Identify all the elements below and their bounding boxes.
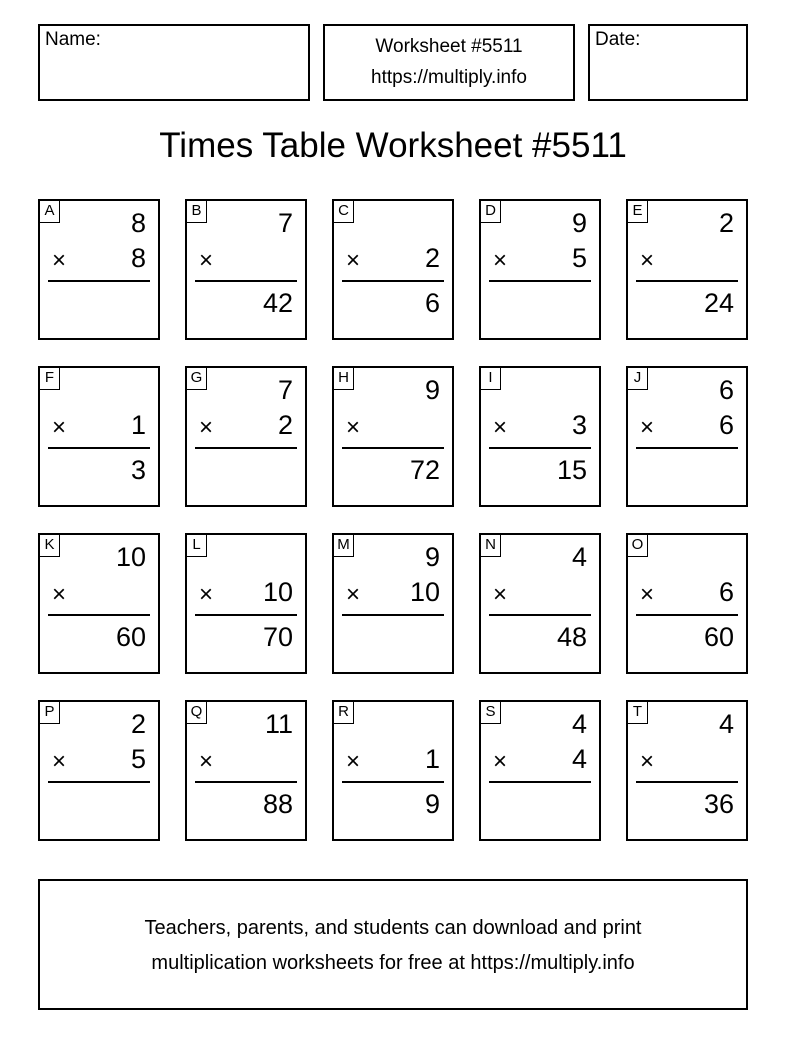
problem-letter: O <box>628 535 648 557</box>
product: 36 <box>703 789 734 819</box>
multiplicand: 7 <box>277 208 293 238</box>
multiplier: 6 <box>718 410 734 440</box>
problem-letter: L <box>187 535 207 557</box>
problem-card[interactable] <box>332 533 454 674</box>
problem-card[interactable] <box>332 700 454 841</box>
problem-letter: G <box>187 368 207 390</box>
multiplier: 2 <box>424 243 440 273</box>
problem-letter: C <box>334 201 354 223</box>
answer-line <box>489 614 591 616</box>
answer-line <box>342 447 444 449</box>
answer-line <box>195 280 297 282</box>
answer-line <box>48 781 150 783</box>
problem-card[interactable] <box>626 199 748 340</box>
times-symbol: × <box>493 414 508 441</box>
multiplicand: 2 <box>130 709 146 739</box>
multiplier: 1 <box>130 410 146 440</box>
answer-line <box>195 781 297 783</box>
answer-line <box>489 781 591 783</box>
problem-letter: H <box>334 368 354 390</box>
problem-card[interactable] <box>479 700 601 841</box>
times-symbol: × <box>346 414 361 441</box>
problem-card[interactable] <box>38 199 160 340</box>
answer-line <box>489 280 591 282</box>
multiplicand: 2 <box>718 208 734 238</box>
times-symbol: × <box>52 581 67 608</box>
product: 24 <box>703 288 734 318</box>
times-symbol: × <box>199 414 214 441</box>
product: 60 <box>115 622 146 652</box>
times-symbol: × <box>640 748 655 775</box>
times-symbol: × <box>199 247 214 274</box>
problem-card[interactable] <box>479 366 601 507</box>
product: 42 <box>262 288 293 318</box>
multiplicand: 9 <box>424 375 440 405</box>
page-title: Times Table Worksheet #5511 <box>159 126 627 165</box>
product: 9 <box>424 789 440 819</box>
times-symbol: × <box>346 247 361 274</box>
times-symbol: × <box>346 748 361 775</box>
problem-card[interactable] <box>38 700 160 841</box>
name-box[interactable] <box>38 24 310 101</box>
problem-card[interactable] <box>479 199 601 340</box>
multiplicand: 10 <box>115 542 146 572</box>
answer-line <box>48 280 150 282</box>
problem-letter: N <box>481 535 501 557</box>
multiplicand: 9 <box>571 208 587 238</box>
multiplier: 8 <box>130 243 146 273</box>
problem-card[interactable] <box>185 533 307 674</box>
multiplicand: 8 <box>130 208 146 238</box>
answer-line <box>48 614 150 616</box>
problem-card[interactable] <box>626 366 748 507</box>
times-symbol: × <box>640 247 655 274</box>
problem-letter: A <box>40 201 60 223</box>
problem-card[interactable] <box>185 199 307 340</box>
problem-card[interactable] <box>332 199 454 340</box>
date-label: Date: <box>595 29 641 50</box>
times-symbol: × <box>199 748 214 775</box>
answer-line <box>489 447 591 449</box>
product: 6 <box>424 288 440 318</box>
times-symbol: × <box>199 581 214 608</box>
multiplicand: 6 <box>718 375 734 405</box>
answer-line <box>195 447 297 449</box>
problem-letter: P <box>40 702 60 724</box>
problem-card[interactable] <box>38 366 160 507</box>
name-label: Name: <box>45 29 101 50</box>
problem-card[interactable] <box>38 533 160 674</box>
answer-line <box>636 781 738 783</box>
multiplier: 2 <box>277 410 293 440</box>
problem-letter: S <box>481 702 501 724</box>
problem-card[interactable] <box>332 366 454 507</box>
problem-letter: E <box>628 201 648 223</box>
times-symbol: × <box>640 581 655 608</box>
multiplier: 10 <box>409 577 440 607</box>
date-box[interactable] <box>588 24 748 101</box>
problem-card[interactable] <box>626 700 748 841</box>
times-symbol: × <box>493 748 508 775</box>
product: 3 <box>130 455 146 485</box>
multiplicand: 7 <box>277 375 293 405</box>
answer-line <box>342 614 444 616</box>
multiplicand: 11 <box>264 709 293 739</box>
worksheet-id-box <box>323 24 575 101</box>
problem-letter: B <box>187 201 207 223</box>
problem-letter: M <box>334 535 354 557</box>
multiplicand: 4 <box>718 709 734 739</box>
answer-line <box>636 447 738 449</box>
times-symbol: × <box>493 581 508 608</box>
problem-letter: R <box>334 702 354 724</box>
answer-line <box>342 280 444 282</box>
multiplicand: 4 <box>571 542 587 572</box>
times-symbol: × <box>52 748 67 775</box>
multiplier: 5 <box>571 243 587 273</box>
multiplicand: 9 <box>424 542 440 572</box>
product: 48 <box>556 622 587 652</box>
times-symbol: × <box>52 247 67 274</box>
worksheet-url: https://multiply.info <box>371 67 527 88</box>
problem-card[interactable] <box>185 700 307 841</box>
multiplier: 5 <box>130 744 146 774</box>
problem-letter: T <box>628 702 648 724</box>
multiplier: 4 <box>571 744 587 774</box>
product: 88 <box>262 789 293 819</box>
worksheet-number: Worksheet #5511 <box>375 36 523 57</box>
problem-card[interactable] <box>185 366 307 507</box>
problem-letter: I <box>481 368 501 390</box>
problem-letter: J <box>628 368 648 390</box>
problem-card[interactable] <box>626 533 748 674</box>
answer-line <box>342 781 444 783</box>
problem-card[interactable] <box>479 533 601 674</box>
product: 60 <box>703 622 734 652</box>
times-symbol: × <box>640 414 655 441</box>
answer-line <box>636 614 738 616</box>
multiplier: 3 <box>571 410 587 440</box>
problem-letter: Q <box>187 702 207 724</box>
problem-letter: D <box>481 201 501 223</box>
multiplier: 1 <box>424 744 440 774</box>
problem-letter: K <box>40 535 60 557</box>
footer-line-2: multiplication worksheets for free at https://multiply.info <box>151 952 635 974</box>
times-symbol: × <box>493 247 508 274</box>
times-symbol: × <box>52 414 67 441</box>
product: 72 <box>409 455 440 485</box>
footer-line-1: Teachers, parents, and students can download and print <box>144 917 642 939</box>
multiplier: 6 <box>718 577 734 607</box>
answer-line <box>636 280 738 282</box>
answer-line <box>48 447 150 449</box>
product: 70 <box>262 622 293 652</box>
answer-line <box>195 614 297 616</box>
multiplier: 10 <box>262 577 293 607</box>
product: 15 <box>556 455 587 485</box>
problem-letter: F <box>40 368 60 390</box>
times-symbol: × <box>346 581 361 608</box>
footer-box <box>38 879 748 1010</box>
multiplicand: 4 <box>571 709 587 739</box>
